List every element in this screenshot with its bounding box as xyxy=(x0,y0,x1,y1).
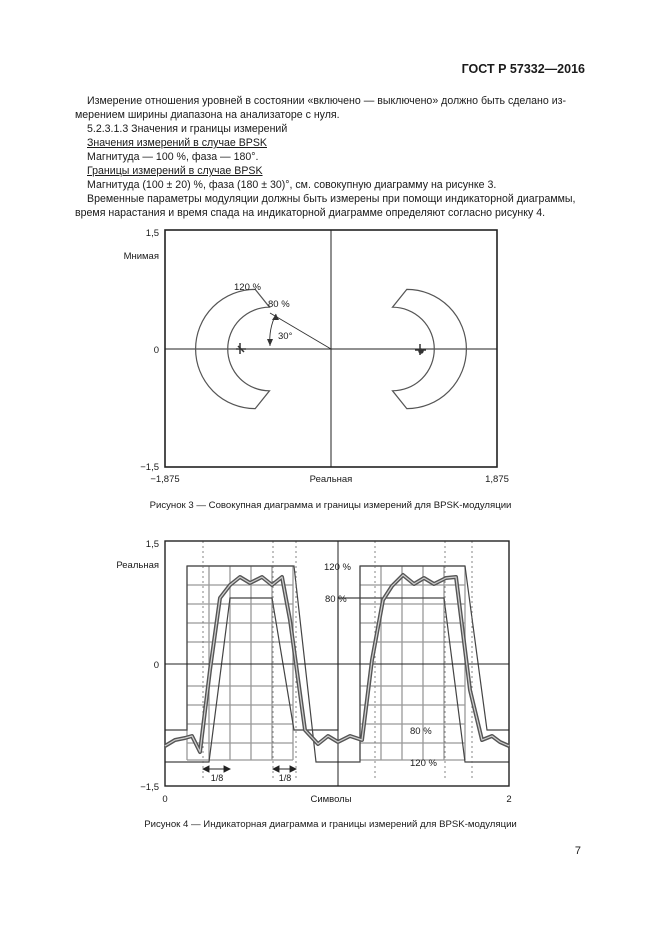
x-axis-label: Реальная xyxy=(309,474,353,485)
standard-header: ГОСТ Р 57332—2016 xyxy=(461,62,585,76)
y-zero-tick: 0 xyxy=(153,345,159,356)
annotation-80: 80 % xyxy=(268,299,290,310)
y-axis-label: Мнимая xyxy=(123,251,159,262)
annotation-120-top: 120 % xyxy=(324,562,351,573)
y-axis-label: Реальная xyxy=(116,560,159,571)
x-left-tick: −1,875 xyxy=(150,474,180,485)
y-bottom-tick: −1,5 xyxy=(140,782,159,793)
paragraph-line: Измерение отношения уровней в состоянии «включено — выключено» должно быть сделано из- xyxy=(87,95,567,107)
page-number: 7 xyxy=(574,845,581,857)
figure3-caption: Рисунок 3 — Совокупная диаграмма и границы измерений для BPSK-модуляции xyxy=(149,500,512,511)
x-axis-label: Символы xyxy=(310,794,352,805)
annotation-80-bottom: 80 % xyxy=(410,726,432,737)
limits-heading: Границы измерений в случае BPSK xyxy=(87,165,263,177)
section-heading: 5.2.3.1.3 Значения и границы измерений xyxy=(87,123,288,135)
x-left-tick: 0 xyxy=(162,794,168,805)
y-top-tick: 1,5 xyxy=(145,228,159,239)
annotation-80-top: 80 % xyxy=(325,594,347,605)
annotation-eighth: 1/8 xyxy=(278,773,292,783)
paragraph-line: мерением ширины диапазона на анализаторе с нуля. xyxy=(75,109,340,121)
paragraph-line: Временные параметры модуляции должны быть измерены при помощи индикаторной диаграммы, xyxy=(87,193,576,205)
annotation-eighth: 1/8 xyxy=(210,773,224,783)
values-line: Магнитуда — 100 %, фаза — 180°. xyxy=(87,151,259,163)
figure4-caption: Рисунок 4 — Индикаторная диаграмма и границы измерений для BPSK-модуляции xyxy=(144,819,517,830)
y-bottom-tick: −1,5 xyxy=(140,462,159,473)
limits-line: Магнитуда (100 ± 20) %, фаза (180 ± 30)°, см. совокупную диаграмму на рисунке 3. xyxy=(87,179,497,191)
y-zero-tick: 0 xyxy=(153,660,159,671)
x-right-tick: 1,875 xyxy=(485,474,509,485)
annotation-30deg: 30° xyxy=(278,331,293,342)
annotation-120-bottom: 120 % xyxy=(410,758,437,769)
values-heading: Значения измерений в случае BPSK xyxy=(87,137,267,149)
paragraph-line: время нарастания и время спада на индикаторной диаграмме определяют согласно рисунку 4. xyxy=(75,207,546,219)
x-right-tick: 2 xyxy=(506,794,512,805)
eighth-markers xyxy=(203,766,296,772)
y-top-tick: 1,5 xyxy=(145,539,159,550)
annotation-120: 120 % xyxy=(234,282,261,293)
